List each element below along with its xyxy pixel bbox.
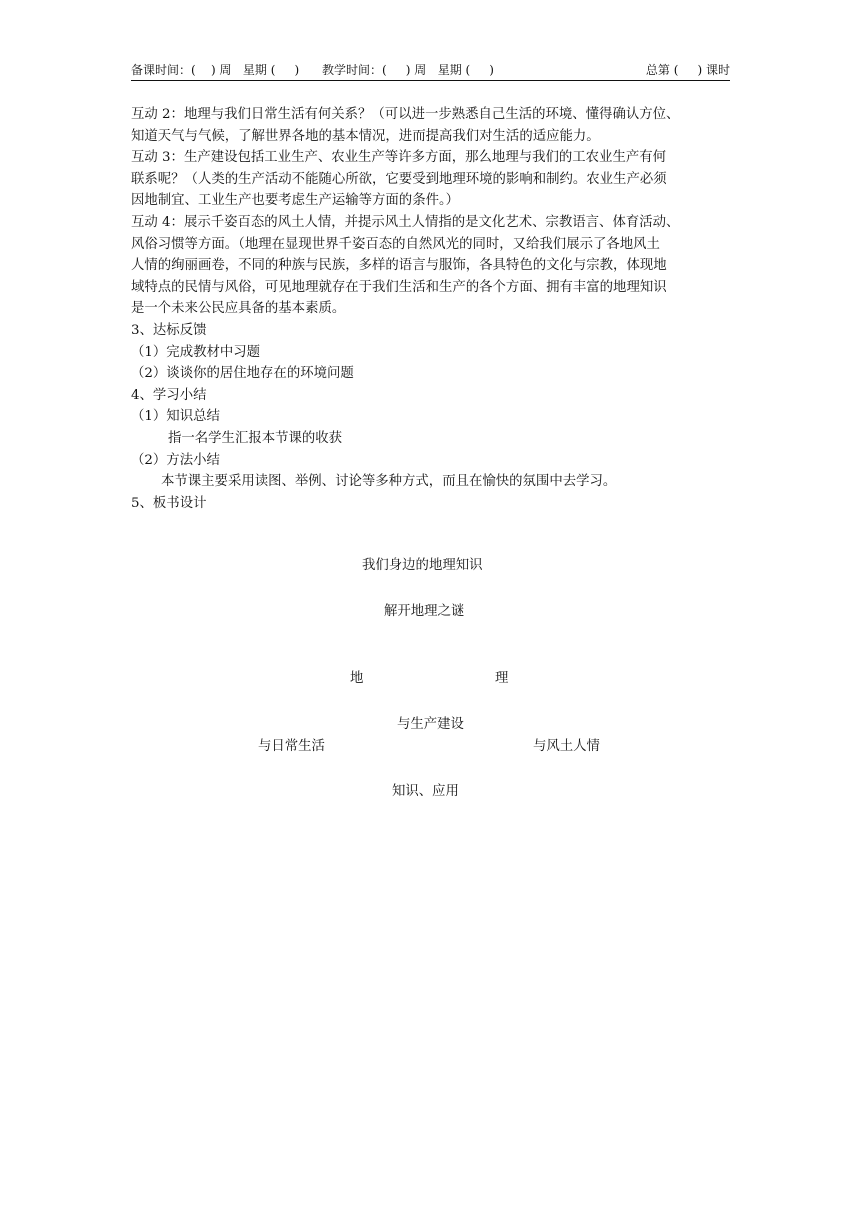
board-production: 与生产建设 <box>397 717 464 732</box>
board-knowledge: 知识、应用 <box>392 784 459 799</box>
interaction-4-line-2: 风俗习惯等方面。（地理在显现世界千姿百态的自然风光的同时，又给我们展示了各地风土 <box>131 236 660 252</box>
section-3-heading: 3、达标反馈 <box>131 322 207 338</box>
interaction-4-line-3: 人情的绚丽画卷，不同的种族与民族，多样的语言与服饰，各具特色的文化与宗教，体现地 <box>131 258 667 274</box>
header-schedule: 备课时间：( ) 周 星期 ( ) 教学时间：( ) 周 星期 ( ) <box>131 63 494 77</box>
interaction-4-line-5: 是一个未来公民应具备的基本素质。 <box>131 301 346 317</box>
board-char-di: 地 <box>350 671 364 686</box>
section-4-item-1-detail: 指一名学生汇报本节课的收获 <box>168 430 343 446</box>
interaction-3-line-1: 互动 3：生产建设包括工业生产、农业生产等许多方面，那么地理与我们的工农业生产有何 <box>131 150 667 166</box>
board-char-li: 理 <box>495 671 509 686</box>
interaction-3-line-2: 联系呢？（人类的生产活动不能随心所欲，它要受到地理环境的影响和制约。农业生产必须 <box>131 171 667 187</box>
lesson-body <box>131 104 731 514</box>
board-daily-life: 与日常生活 <box>258 739 325 754</box>
board-title: 我们身边的地理知识 <box>362 558 483 573</box>
header-rule <box>131 80 730 81</box>
section-4-heading: 4、学习小结 <box>131 387 207 403</box>
board-customs: 与风土人情 <box>533 739 600 754</box>
section-4-item-2: （2）方法小结 <box>131 452 220 468</box>
interaction-4-line-1: 互动 4：展示千姿百态的风土人情，并提示风土人情指的是文化艺术、宗教语言、体育活动、 <box>131 214 680 230</box>
interaction-2-line-1: 互动 2：地理与我们日常生活有何关系？（可以进一步熟悉自己生活的环境、懂得确认方位、 <box>131 107 680 122</box>
interaction-4-line-4: 域特点的民情与风俗，可见地理就存在于我们生活和生产的各个方面、拥有丰富的地理知识 <box>131 279 667 295</box>
section-5-heading: 5、板书设计 <box>131 495 207 511</box>
section-3-item-1: （1）完成教材中习题 <box>131 344 261 360</box>
section-3-item-2: （2）谈谈你的居住地存在的环境问题 <box>131 366 354 382</box>
page-header <box>131 62 730 80</box>
interaction-2-line-2: 知道天气与气候，了解世界各地的基本情况，进而提高我们对生活的适应能力。 <box>131 128 600 144</box>
interaction-3-line-3: 因地制宜、工业生产也要考虑生产运输等方面的条件。） <box>131 193 460 209</box>
header-lesson-count: 总第 ( ) 课时 <box>645 63 730 77</box>
section-4-item-1: （1）知识总结 <box>131 409 220 425</box>
board-subtitle: 解开地理之谜 <box>384 604 465 619</box>
section-4-item-2-detail: 本节课主要采用读图、举例、讨论等多种方式，而且在愉快的氛围中去学习。 <box>161 474 617 490</box>
